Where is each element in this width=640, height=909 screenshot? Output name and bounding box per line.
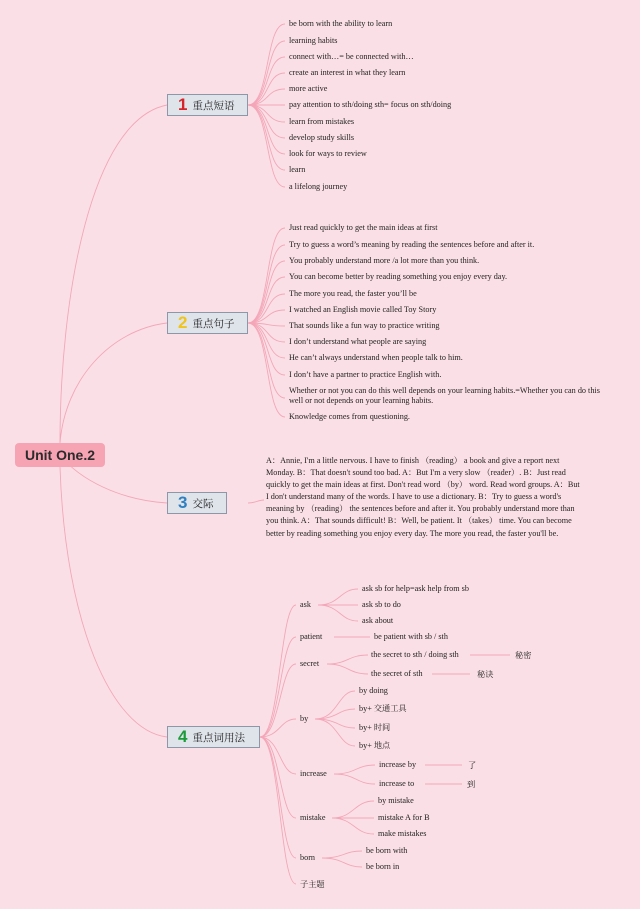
topic-label: 重点词用法 <box>192 731 245 744</box>
sentence-item[interactable]: Try to guess a word’s meaning by reading the sentences before and after it. <box>289 240 535 249</box>
subtopic-node[interactable]: 子主题 <box>300 879 325 889</box>
usage-item[interactable]: increase to <box>379 779 415 788</box>
usage-item[interactable]: by+ 时间 <box>359 723 391 732</box>
usage-word-born[interactable]: born <box>300 853 316 862</box>
usage-item[interactable]: be born in <box>366 862 400 871</box>
usage-note[interactable]: 秘诀 <box>477 669 494 679</box>
sentence-item[interactable]: He can’t always understand when people talk to him. <box>289 353 463 362</box>
sentence-item[interactable]: I don’t understand what people are saying <box>289 337 427 346</box>
phrase-item[interactable]: more active <box>289 84 328 93</box>
usage-note[interactable]: 秘密 <box>515 650 532 660</box>
sentence-item[interactable]: That sounds like a fun way to practice writing <box>289 321 440 330</box>
sentence-item[interactable]: Knowledge comes from questioning. <box>289 412 410 421</box>
phrase-item[interactable]: pay attention to sth/doing sth= focus on sth/doing <box>289 100 452 109</box>
phrase-item[interactable]: learning habits <box>289 36 338 45</box>
usage-item[interactable]: mistake A for B <box>378 813 430 822</box>
usage-item[interactable]: by mistake <box>378 796 414 805</box>
phrase-item[interactable]: learn <box>289 165 306 174</box>
phrase-item[interactable]: create an interest in what they learn <box>289 68 406 77</box>
usage-item[interactable]: the secret to sth / doing sth <box>371 650 459 659</box>
topic-key-sentences[interactable] <box>167 312 248 334</box>
usage-word-by[interactable]: by <box>300 714 309 723</box>
topic-label: 交际 <box>192 497 214 510</box>
topic-word-usage[interactable] <box>167 726 260 748</box>
sentence-item[interactable]: You probably understand more /a lot more than you think. <box>289 256 480 265</box>
usage-item[interactable]: ask about <box>362 616 394 625</box>
usage-item[interactable]: the secret of sth <box>371 669 423 678</box>
usage-word-secret[interactable]: secret <box>300 659 320 668</box>
sentence-item[interactable]: I don’t have a partner to practice English with. <box>289 370 442 379</box>
root-node[interactable]: Unit One.2 <box>15 443 105 467</box>
usage-word-ask[interactable]: ask <box>300 600 311 609</box>
topic-key-phrases[interactable] <box>167 94 248 116</box>
usage-item[interactable]: increase by <box>379 760 417 769</box>
topic-number-4: 4 <box>178 727 188 746</box>
usage-item[interactable]: make mistakes <box>378 829 427 838</box>
phrase-item[interactable]: be born with the ability to learn <box>289 19 393 28</box>
topic-label: 重点短语 <box>192 99 235 112</box>
phrase-item[interactable]: look for ways to review <box>289 149 367 158</box>
topic-number-1: 1 <box>178 95 188 114</box>
usage-word-mistake[interactable]: mistake <box>300 813 326 822</box>
topic-label: 重点句子 <box>192 317 235 330</box>
topic-number-3: 3 <box>178 493 188 512</box>
usage-note[interactable]: 到 <box>467 779 476 789</box>
usage-item[interactable]: ask sb for help=ask help from sb <box>362 584 469 593</box>
usage-item[interactable]: by doing <box>359 686 388 695</box>
usage-item[interactable]: by+ 地点 <box>359 741 391 750</box>
sentence-item[interactable]: Just read quickly to get the main ideas at first <box>289 223 438 232</box>
phrase-item[interactable]: a lifelong journey <box>289 182 348 191</box>
usage-note[interactable]: 了 <box>468 760 477 770</box>
topic-number-2: 2 <box>178 313 188 332</box>
sentence-item[interactable]: I watched an English movie called Toy Story <box>289 305 437 314</box>
usage-item[interactable]: be patient with sb / sth <box>374 632 448 641</box>
sentence-item[interactable]: Whether or not you can do this well depends on your learning habits.=Whether you can do this well or not depends on your learning habits. <box>289 386 600 405</box>
sentence-item[interactable]: You can become better by reading something you enjoy every day. <box>289 272 508 281</box>
usage-word-patient[interactable]: patient <box>300 632 323 641</box>
dialogue-text[interactable]: A：Annie, I'm a little nervous. I have to finish （reading） a book and give a report next Monday. B：That doesn't sound too bad. A：But I'm a very slow （reader）. B：Just read quickly to get the main ideas at first. Don't read word （by） word. Read word groups. A：But I don't understand many of the words. I have to use a dictionary. B：Try to guess a word's meaning by （reading） the sentences before and after it. You probably understand more than you think. A：That sounds difficult! B：Well, be patient. It （takes） time. You can become better by reading something you enjoy every day. The more you read, the faster you'll be. <box>266 456 580 538</box>
phrase-item[interactable]: learn from mistakes <box>289 117 355 126</box>
topic-communication[interactable] <box>167 492 227 514</box>
usage-item[interactable]: by+ 交通工具 <box>359 704 407 713</box>
usage-item[interactable]: ask sb to do <box>362 600 401 609</box>
phrase-item[interactable]: develop study skills <box>289 133 355 142</box>
sentence-item[interactable]: The more you read, the faster you’ll be <box>289 289 417 298</box>
usage-word-increase[interactable]: increase <box>300 769 327 778</box>
usage-item[interactable]: be born with <box>366 846 408 855</box>
phrase-item[interactable]: connect with…= be connected with… <box>289 52 414 61</box>
